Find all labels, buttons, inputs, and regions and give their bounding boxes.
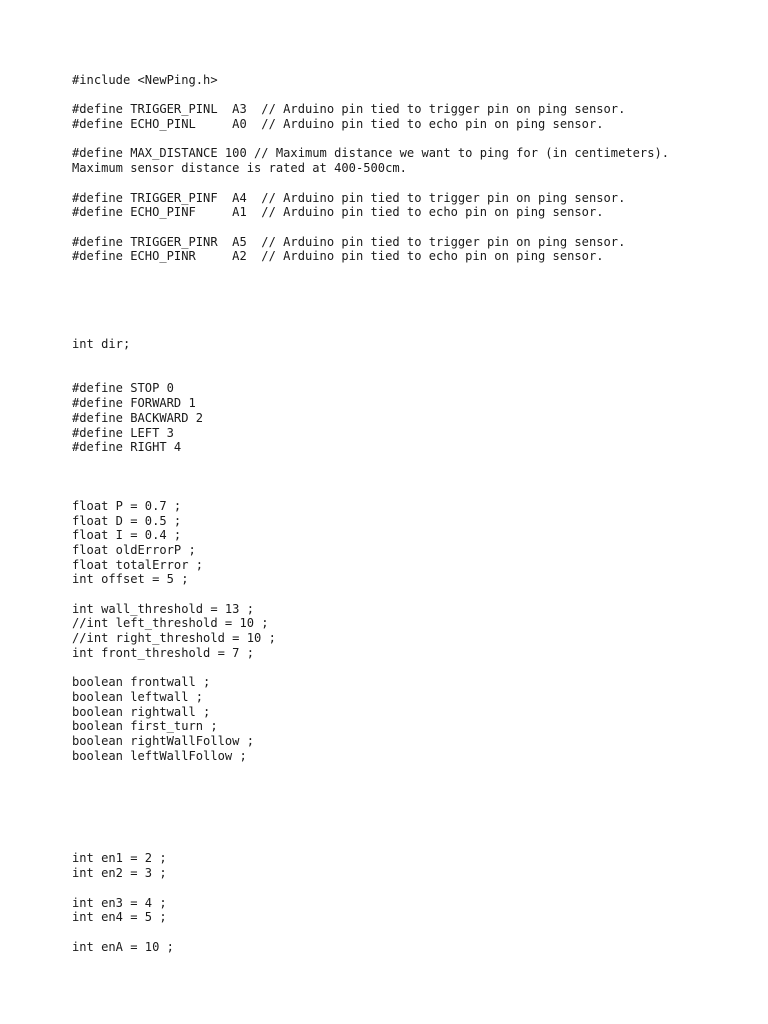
code-line: #define ECHO_PINL A0 // Arduino pin tied to echo pin on ping sensor.	[72, 117, 604, 132]
code-line: Maximum sensor distance is rated at 400-500cm.	[72, 161, 407, 176]
code-line: float P = 0.7 ;	[72, 498, 182, 513]
code-line: #define FORWARD 1	[72, 396, 196, 411]
code-line: #define LEFT 3	[72, 425, 174, 440]
code-line: //int left_threshold = 10 ;	[72, 616, 269, 631]
blank-line	[72, 367, 752, 382]
code-line: boolean rightWallFollow ;	[72, 733, 255, 748]
code-line: #define ECHO_PINR A2 // Arduino pin tied to echo pin on ping sensor.	[72, 249, 604, 264]
code-line: int en1 = 2 ;	[72, 851, 167, 866]
blank-line	[72, 925, 752, 940]
code-line: #define STOP 0	[72, 381, 174, 396]
code-line: #define ECHO_PINF A1 // Arduino pin tied to echo pin on ping sensor.	[72, 205, 604, 220]
code-line: boolean rightwall ;	[72, 704, 211, 719]
blank-line	[72, 279, 752, 294]
blank-line	[72, 88, 752, 103]
code-line: #define TRIGGER_PINF A4 // Arduino pin tied to trigger pin on ping sensor.	[72, 190, 626, 205]
blank-line	[72, 778, 752, 793]
code-line: #define TRIGGER_PINR A5 // Arduino pin tied to trigger pin on ping sensor.	[72, 234, 626, 249]
code-line: int wall_threshold = 13 ;	[72, 601, 255, 616]
blank-line	[72, 132, 752, 147]
code-line: float D = 0.5 ;	[72, 513, 182, 528]
code-line: #define MAX_DISTANCE 100 // Maximum distance we want to ping for (in centimeters).	[72, 146, 670, 161]
blank-line	[72, 293, 752, 308]
blank-line	[72, 587, 752, 602]
code-line: #define TRIGGER_PINL A3 // Arduino pin tied to trigger pin on ping sensor.	[72, 102, 626, 117]
blank-line	[72, 176, 752, 191]
blank-line	[72, 484, 752, 499]
code-line: float I = 0.4 ;	[72, 528, 182, 543]
code-line: boolean leftwall ;	[72, 689, 204, 704]
code-line: #include <NewPing.h>	[72, 73, 218, 87]
code-line: #define BACKWARD 2	[72, 410, 204, 425]
blank-line	[72, 470, 752, 485]
code-line: int en2 = 3 ;	[72, 866, 167, 881]
code-line: #define RIGHT 4	[72, 440, 182, 455]
blank-line	[72, 822, 752, 837]
blank-line	[72, 352, 752, 367]
code-line: boolean frontwall ;	[72, 675, 211, 690]
blank-line	[72, 220, 752, 235]
code-block	[72, 73, 752, 954]
blank-line	[72, 308, 752, 323]
blank-line	[72, 763, 752, 778]
code-line: int enA = 10 ;	[72, 939, 174, 954]
code-line: float totalError ;	[72, 557, 204, 572]
blank-line	[72, 793, 752, 808]
blank-line	[72, 323, 752, 338]
code-line: boolean leftWallFollow ;	[72, 748, 247, 763]
code-line: float oldErrorP ;	[72, 543, 196, 557]
blank-line	[72, 837, 752, 852]
code-line: int en4 = 5 ;	[72, 910, 167, 925]
blank-line	[72, 661, 752, 676]
blank-line	[72, 455, 752, 470]
code-line: boolean first_turn ;	[72, 719, 218, 734]
blank-line	[72, 264, 752, 279]
blank-line	[72, 881, 752, 896]
code-line: int dir;	[72, 337, 131, 352]
code-line: int offset = 5 ;	[72, 572, 189, 587]
blank-line	[72, 807, 752, 822]
code-line: //int right_threshold = 10 ;	[72, 631, 276, 646]
code-line: int en3 = 4 ;	[72, 895, 167, 910]
code-line: int front_threshold = 7 ;	[72, 645, 255, 660]
